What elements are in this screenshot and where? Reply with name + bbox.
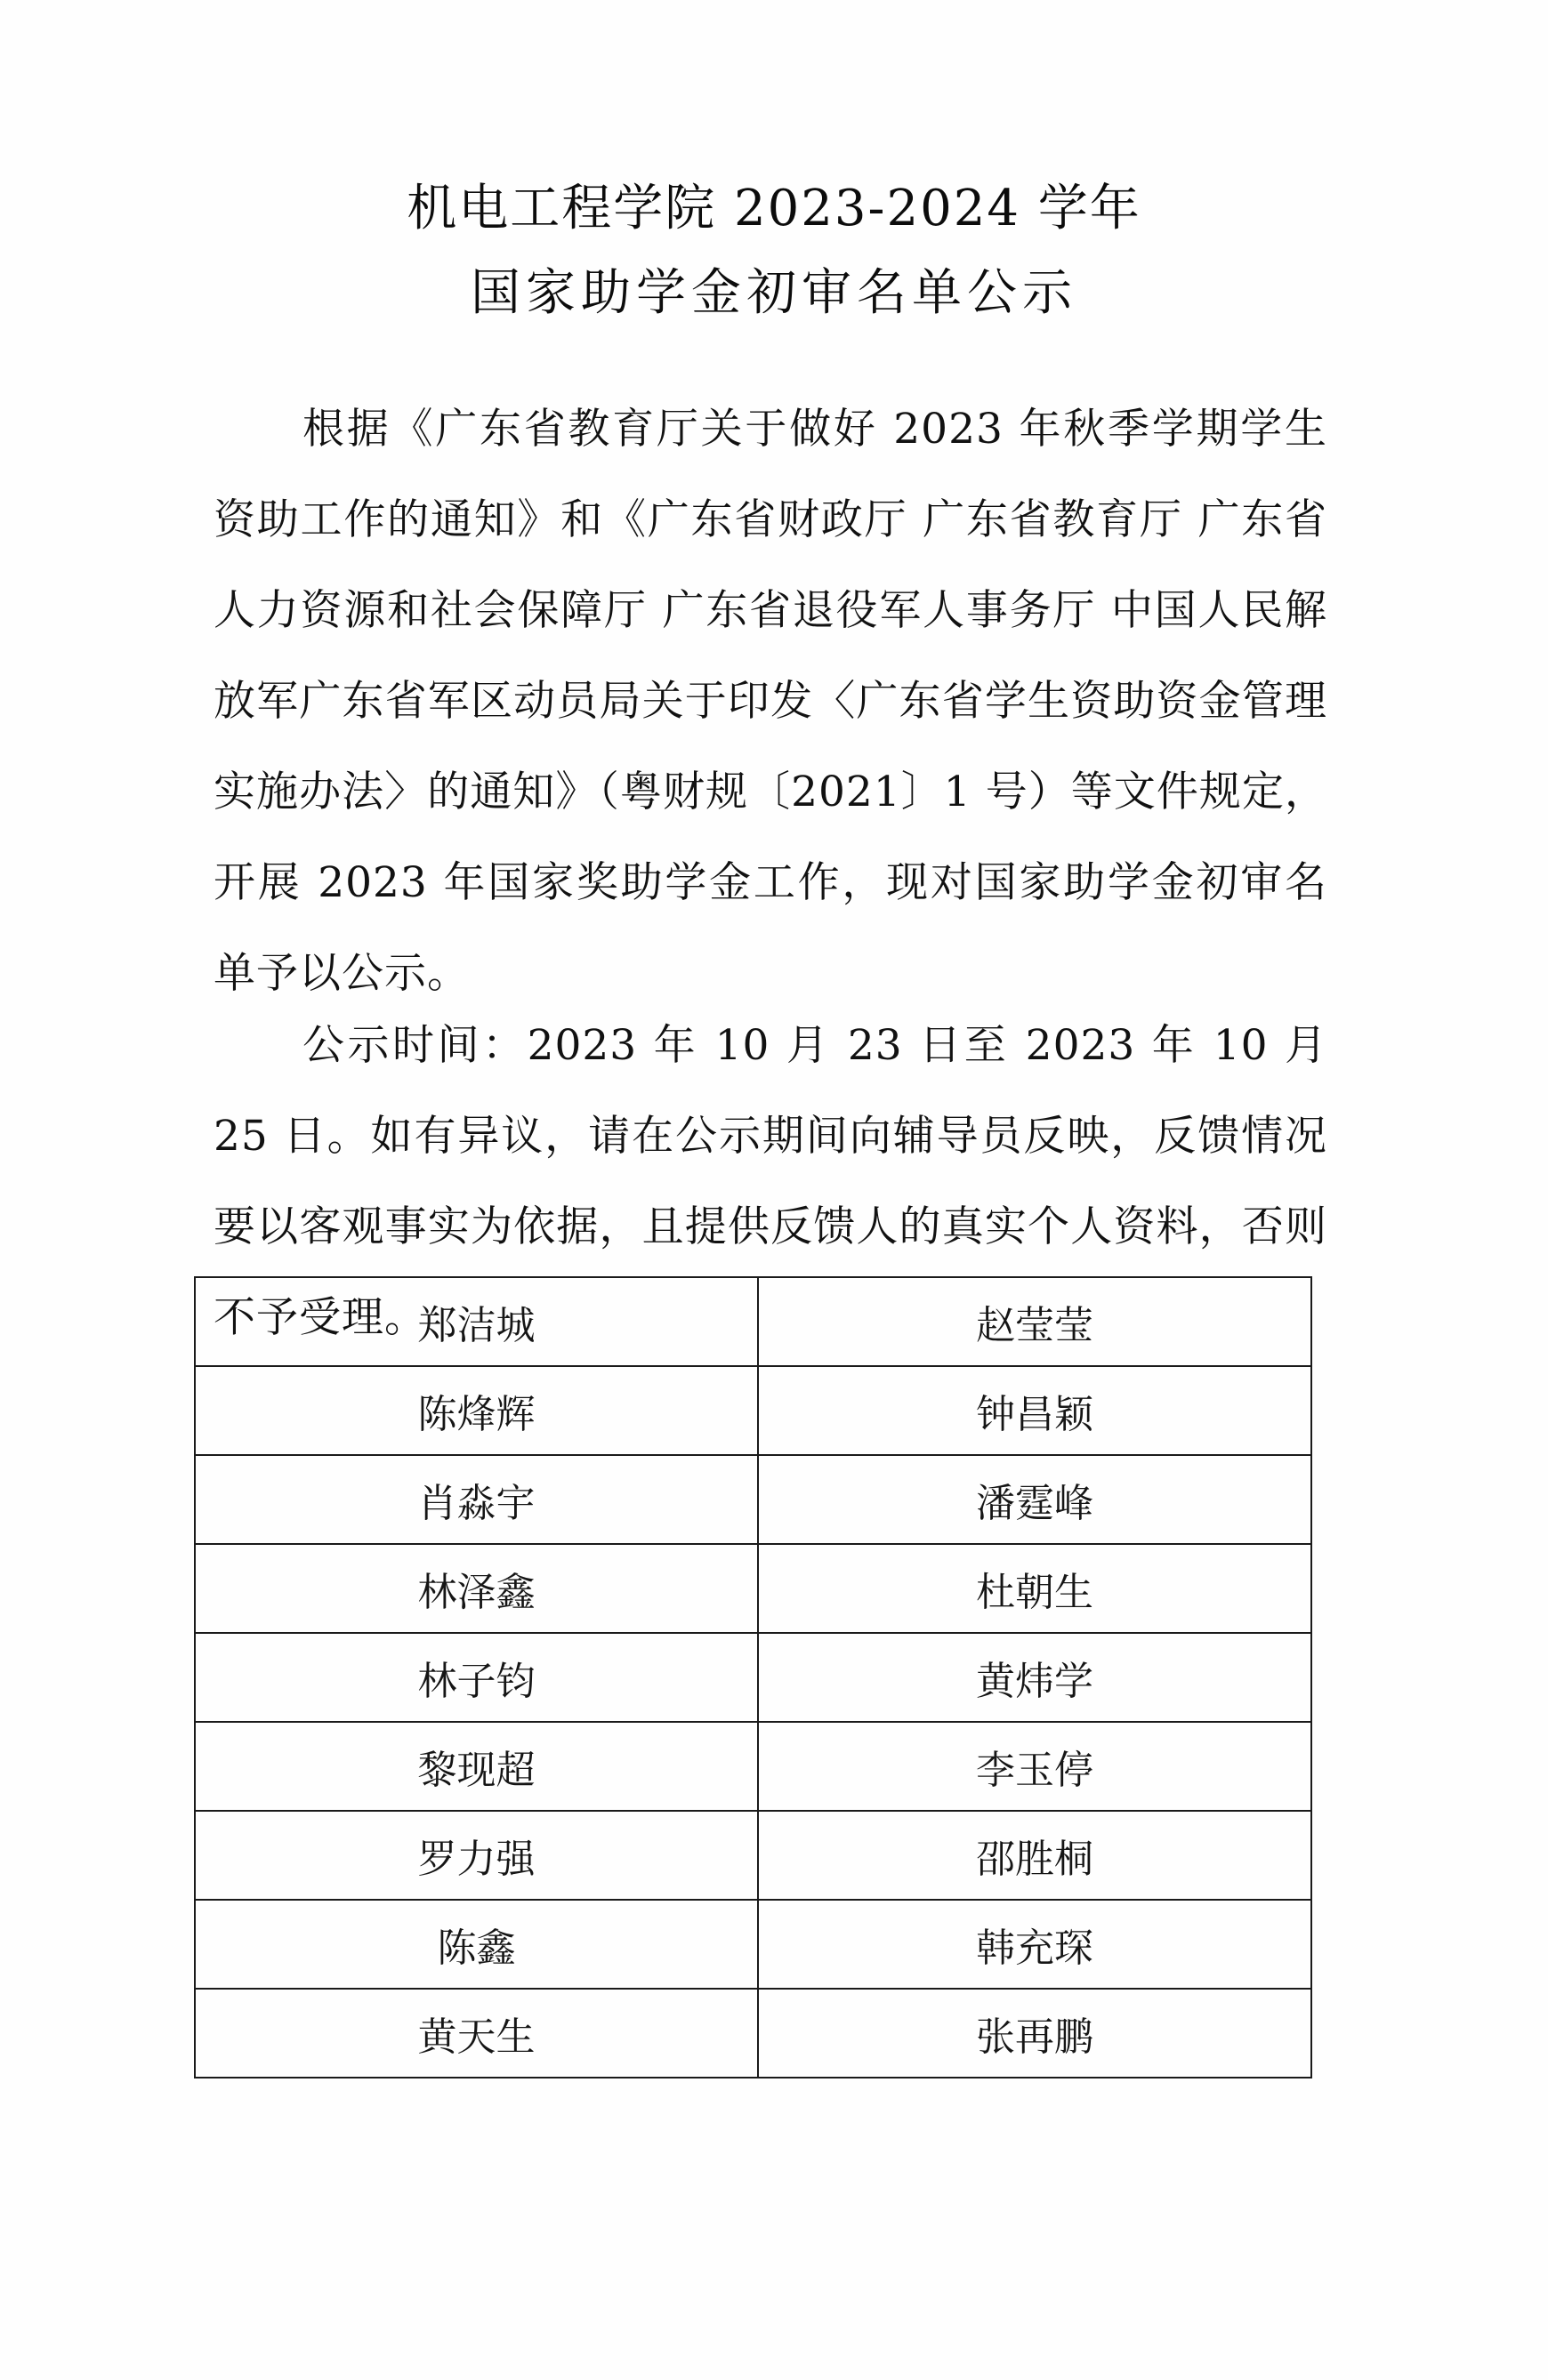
body-paragraph-notice-period: 公示时间：2023 年 10 月 23 日至 2023 年 10 月 25 日。如有异议，请在公示期间向辅导员反映，反馈情况要以客观事实为依据，且提供反馈人的真实个人资料，否则不予受理。 — [214, 1021, 1327, 1342]
document-title-line-1: 机电工程学院 2023-2024 学年 — [407, 180, 1141, 237]
name-cell: 罗力强 — [195, 1811, 758, 1900]
name-cell: 肖淼宇 — [195, 1455, 758, 1544]
name-cell: 郑洁城 — [195, 1277, 758, 1366]
name-cell: 陈烽辉 — [195, 1366, 758, 1455]
name-cell: 陈鑫 — [195, 1900, 758, 1989]
table-row — [195, 1989, 1311, 2078]
table-row — [195, 1455, 1311, 1544]
table-row — [195, 1722, 1311, 1811]
name-cell: 林泽鑫 — [195, 1544, 758, 1633]
name-cell: 李玉停 — [758, 1722, 1311, 1811]
name-cell: 黎现超 — [195, 1722, 758, 1811]
names-table — [194, 1276, 1312, 2078]
name-cell: 韩充琛 — [758, 1900, 1311, 1989]
name-cell: 林子钧 — [195, 1633, 758, 1722]
name-cell: 钟昌颖 — [758, 1366, 1311, 1455]
document-title-line-2: 国家助学金初审名单公示 — [471, 264, 1077, 322]
table-row — [195, 1900, 1311, 1989]
name-cell: 黄天生 — [195, 1989, 758, 2078]
name-cell: 张再鹏 — [758, 1989, 1311, 2078]
name-cell: 赵莹莹 — [758, 1277, 1311, 1366]
table-row — [195, 1366, 1311, 1455]
table-row — [195, 1633, 1311, 1722]
name-cell: 杜朝生 — [758, 1544, 1311, 1633]
name-cell: 潘霆峰 — [758, 1455, 1311, 1544]
table-row — [195, 1277, 1311, 1366]
name-cell: 黄炜学 — [758, 1633, 1311, 1722]
name-cell: 邵胜桐 — [758, 1811, 1311, 1900]
body-paragraph-basis: 根据《广东省教育厅关于做好 2023 年秋季学期学生资助工作的通知》和《广东省财政厅 广东省教育厅 广东省人力资源和社会保障厅 广东省退役军人事务厅 中国人民解放军广东省军区动员局关于印发〈广东省学生资助资金管理实施办法〉的通知》（粤财规〔2021〕1 号）等文件规定，开展 2023 年国家奖助学金工作，现对国家助学金初审名单予以公示。 — [214, 405, 1327, 998]
table-row — [195, 1544, 1311, 1633]
table-row — [195, 1811, 1311, 1900]
